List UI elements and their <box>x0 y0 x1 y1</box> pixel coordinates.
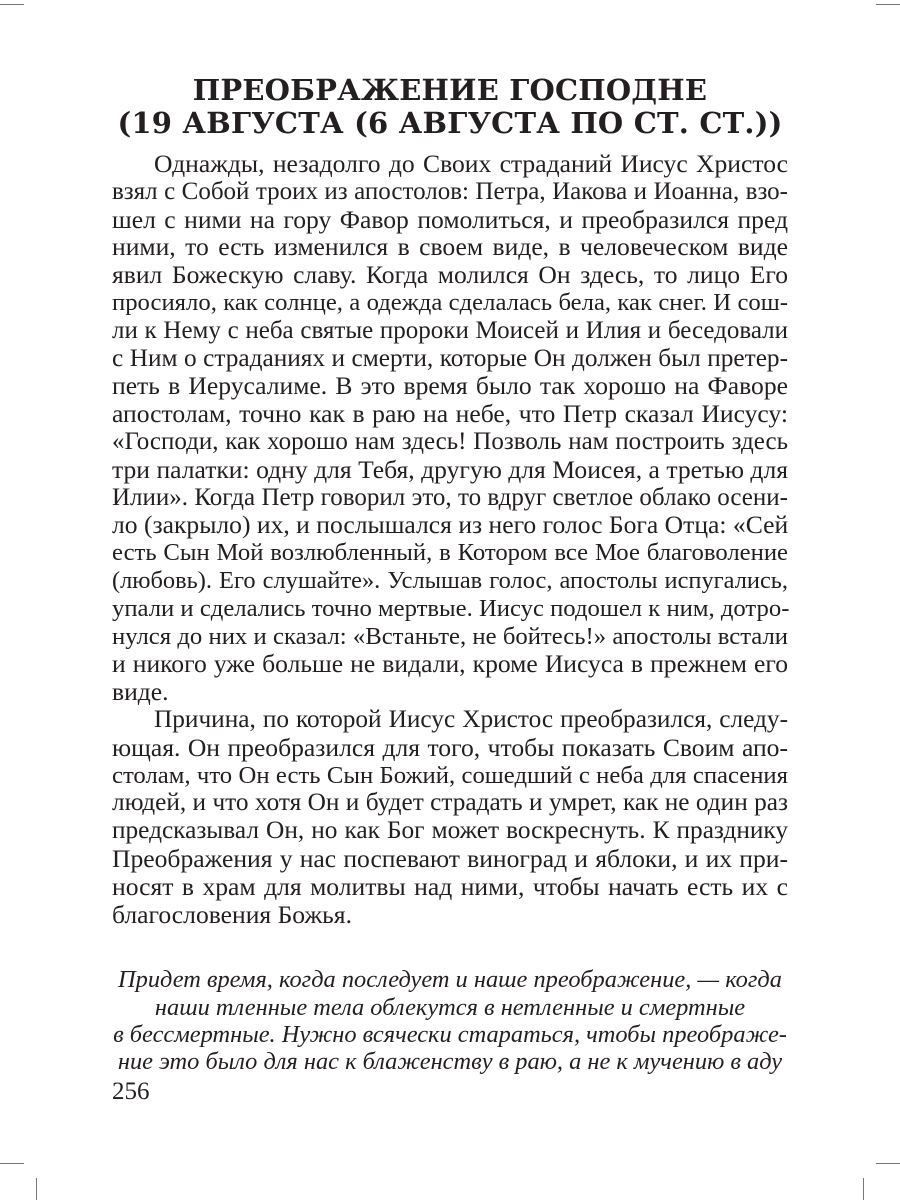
text-line: носят в храм для молитвы над ними, чтобы начать есть их с <box>112 871 788 901</box>
text-line: «Господи, как хорошо нам здесь! Позволь нам построить здесь <box>112 427 788 455</box>
quote-line: ние это было для нас к блаженству в раю, а не к мучению в аду <box>117 1047 783 1075</box>
text-line: шел с ними на гору Фавор помолиться, и преобразился пред <box>112 204 788 234</box>
text-line: людей, и что хотя Он и будет страдать и умрет, как не один раз <box>112 788 788 817</box>
text-line: взял с Собой троих из апостолов: Петра, Иакова и Иоанна, взо- <box>112 177 788 205</box>
text-line: ли к Нему с неба святые пророки Моисей и Илия и беседовали <box>112 316 788 344</box>
crop-mark-top-right <box>876 4 900 5</box>
text-line: ними, то есть изменился в своем виде, в человеческом виде <box>112 232 788 262</box>
text-line: (любовь). Его слушайте». Услышав голос, апостолы испугались, <box>112 566 788 594</box>
text-line: петь в Иерусалиме. В это время было так хорошо на Фаворе <box>112 371 788 401</box>
crop-mark-vertical-bottom-right <box>863 1178 864 1200</box>
crop-mark-bottom-right <box>876 1163 900 1164</box>
crop-mark-top-left <box>0 4 24 5</box>
page-number: 256 <box>112 1078 150 1105</box>
text-line: ющая. Он преобразился для того, чтобы показать Своим апо- <box>112 732 788 762</box>
text-line: с Ним о страданиях и смерти, которые Он должен был претер- <box>112 343 788 372</box>
chapter-title-line-2: (19 АВГУСТА (6 АВГУСТА ПО СТ. СТ.)) <box>117 106 783 140</box>
text-line: столам, что Он есть Сын Божий, сошедший с неба для спасения <box>112 761 788 789</box>
closing-quote <box>112 966 788 1075</box>
paragraph-1 <box>112 150 788 706</box>
crop-mark-vertical-bottom-left <box>36 1178 37 1200</box>
text-line: просияло, как солнце, а одежда сделалась бела, как снег. И сош- <box>112 288 788 316</box>
chapter-title-line-1: ПРЕОБРАЖЕНИЕ ГОСПОДНЕ <box>192 73 708 107</box>
text-line: Однажды, незадолго до Своих страданий Иисус Христос <box>154 149 788 178</box>
body-text <box>112 150 788 928</box>
quote-line: Придет время, когда последует и наше преображение, — когда <box>118 966 782 994</box>
text-line: и никого уже больше не видали, кроме Иисуса в прежнем его <box>112 649 788 679</box>
text-line: явил Божескую славу. Когда молился Он здесь, то лицо Его <box>112 260 788 290</box>
text-line: предсказывал Он, но как Бог может воскреснуть. К празднику <box>112 816 788 845</box>
text-line: Илии». Когда Петр говорил это, то вдруг светлое облако осени- <box>112 483 788 511</box>
text-line: виде. <box>112 677 169 707</box>
chapter-title <box>112 74 788 140</box>
crop-mark-bottom-left <box>0 1163 24 1164</box>
text-line: ло (закрыло) их, и послышался из него голос Бога Отца: «Сей <box>112 510 789 540</box>
paragraph-2 <box>112 706 788 928</box>
book-page <box>112 74 788 1134</box>
text-line: Причина, по которой Иисус Христос преобразился, следу- <box>154 704 788 733</box>
quote-line: в бессмертные. Нужно всячески стараться, чтобы преображе- <box>113 1020 787 1048</box>
quote-line: наши тленные тела облекутся в нетленные и смертные <box>154 993 746 1021</box>
text-line: нулся до них и сказал: «Встаньте, не бойтесь!» апостолы встали <box>112 622 788 650</box>
text-line: благословения Божья. <box>112 899 352 929</box>
text-line: апостолам, точно как в раю на небе, что Петр сказал Иисусу: <box>112 399 788 429</box>
text-line: упали и сделались точно мертвые. Иисус подошел к ним, дотро- <box>112 594 790 622</box>
text-line: Преображения у нас поспевают виноград и яблоки, и их при- <box>112 843 788 873</box>
text-line: есть Сын Мой возлюбленный, в Котором все Мое благоволение <box>112 539 788 567</box>
text-line: три палатки: одну для Тебя, другую для Моисея, а третью для <box>112 454 788 484</box>
